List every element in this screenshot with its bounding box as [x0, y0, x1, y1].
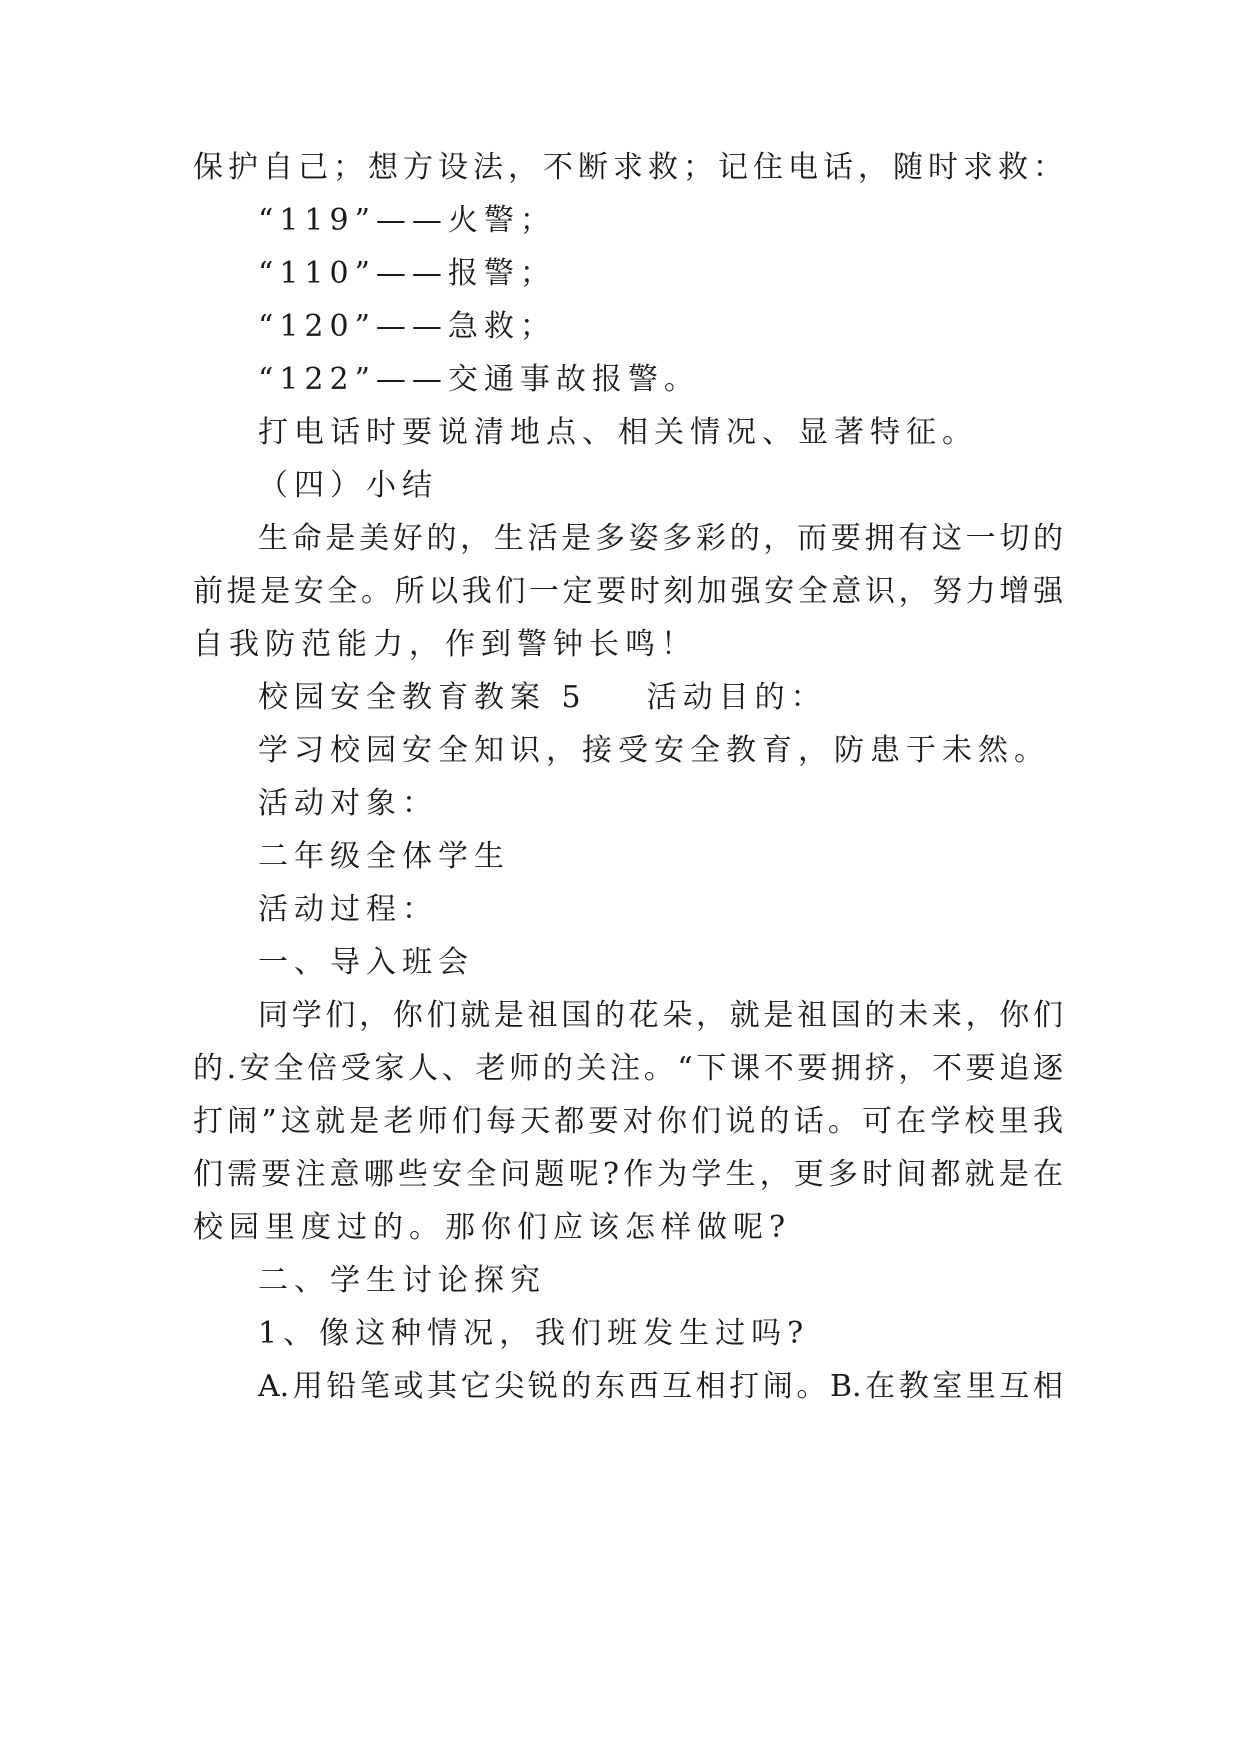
- paragraph-line: 学习校园安全知识，接受安全教育，防患于未然。: [258, 733, 1050, 768]
- paragraph-line: 前提是安全。所以我们一定要时刻加强安全意识，努力增强: [193, 574, 1063, 609]
- section-heading: 二、学生讨论探究: [258, 1263, 546, 1298]
- phone-number-line: “119”——火警；: [258, 203, 556, 238]
- section-heading: 活动过程：: [258, 892, 438, 927]
- paragraph-line: 们需要注意哪些安全问题呢?作为学生，更多时间都就是在: [193, 1157, 1063, 1192]
- paragraph-line: 的.安全倍受家人、老师的关注。“下课不要拥挤，不要追逐: [193, 1051, 1063, 1086]
- paragraph-line: 同学们，你们就是祖国的花朵，就是祖国的未来，你们: [258, 998, 1063, 1033]
- paragraph-line: 二年级全体学生: [258, 839, 510, 874]
- paragraph-line: 打电话时要说清地点、相关情况、显著特征。: [258, 415, 978, 450]
- section-heading: （四）小结: [258, 468, 438, 503]
- paragraph-line: 打闹”这就是老师们每天都要对你们说的话。可在学校里我: [193, 1104, 1063, 1139]
- phone-number-line: “120”——急救；: [258, 309, 556, 344]
- phone-number-line: “110”——报警；: [258, 256, 556, 291]
- paragraph-line: 保护自己；想方设法，不断求救；记住电话，随时求救：: [193, 150, 1063, 185]
- section-heading: 一、导入班会: [258, 945, 474, 980]
- paragraph-line: 自我防范能力，作到警钟长鸣！: [193, 627, 697, 662]
- paragraph-line: 生命是美好的，生活是多姿多彩的，而要拥有这一切的: [258, 521, 1063, 556]
- section-heading: 活动对象：: [258, 786, 438, 821]
- phone-number-line: “122”——交通事故报警。: [258, 362, 700, 397]
- lesson-title-line: [258, 678, 827, 718]
- paragraph-line: 1、像这种情况，我们班发生过吗?: [258, 1316, 810, 1351]
- paragraph-line: 校园里度过的。那你们应该怎样做呢?: [193, 1210, 792, 1245]
- lesson-title: 校园安全教育教案 5: [258, 680, 587, 715]
- paragraph-line: A.用铅笔或其它尖锐的东西互相打闹。B.在教室里互相: [258, 1369, 1063, 1404]
- section-heading: 活动目的：: [646, 680, 827, 715]
